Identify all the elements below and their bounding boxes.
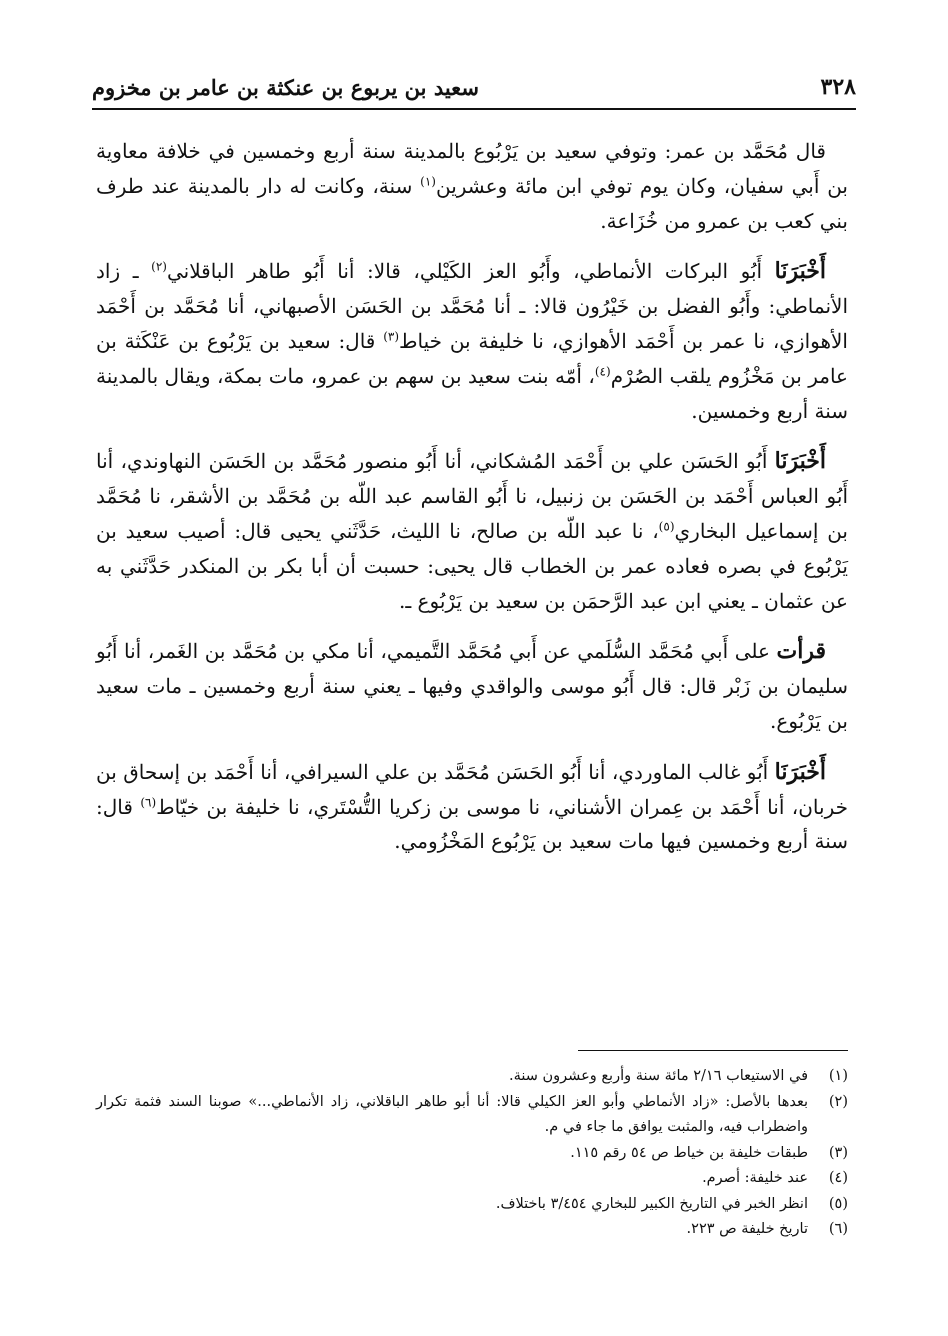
paragraph <box>96 134 848 238</box>
text-segment: قال: سنة أربع وخمسين فيها مات سعيد بن يَرْبُوع المَخْزُومي. <box>96 794 848 854</box>
footnote-separator <box>578 1050 848 1051</box>
page-header <box>92 62 856 100</box>
footnote-marker: (٣) <box>383 329 400 344</box>
text-segment: على أَبي مُحَمَّد السُّلَمي عن أَبي مُحَمَّد التَّميمي، أنا مكي بن مُحَمَّد بن الغَمر، أنا أَبُو سليمان بن زَبْر قال: قال أَبُو موسى والواقدي وفيها ـ يعني سنة أربع وخمسين ـ مات سعيد بن يَرْبُوع. <box>96 639 848 733</box>
footnote-text: في الاستيعاب ٢/١٦ مائة سنة وأربع وعشرون سنة. <box>508 1068 808 1084</box>
footnote-text: طبقات خليفة بن خياط ص ٥٤ رقم ١١٥. <box>570 1144 808 1161</box>
footnote <box>96 1141 848 1167</box>
footnote-number: (٢) <box>828 1093 848 1110</box>
text-segment: قال مُحَمَّد بن عمر: وتوفي سعيد بن يَرْبُوع بالمدينة سنة أربع وخمسين في خلافة معاوية بن أَبي سفيان، وكان يوم توفي ابن مائة وعشرين <box>96 139 848 198</box>
footnote-text: تاريخ خليفة ص ٢٢٣. <box>686 1221 808 1237</box>
paragraph <box>96 755 848 859</box>
footnote-text: انظر الخبر في التاريخ الكبير للبخاري ٣/٤٥٤ باختلاف. <box>495 1195 808 1212</box>
paragraph <box>96 634 848 738</box>
footnote-marker: (٢) <box>151 259 167 274</box>
footnote-text: بعدها بالأصل: «زاد الأنماطي وأبو العز الكيلي قالا: أنا أبو طاهر الباقلاني، زاد الأنماطي...» صوبنا السند فثمة تكرار واضطراب فيه، والمثبت يوافق ما جاء في م. <box>96 1093 808 1135</box>
footnote-number: (٦) <box>828 1221 848 1237</box>
footnote-number: (١) <box>828 1068 848 1084</box>
footnote <box>96 1090 848 1141</box>
footnotes <box>96 1064 848 1243</box>
main-text <box>96 134 848 875</box>
paragraph-keyword: أَخْبَرَنَا <box>774 258 826 285</box>
footnote <box>96 1166 848 1192</box>
text-segment: أَبُو البركات الأنماطي، وأَبُو العز الكَيْلي، قالا: أنا أَبُو طاهر الباقلاني <box>166 259 775 284</box>
running-title: سعيد بن يربوع بن عنكثة بن عامر بن مخزوم <box>92 74 479 100</box>
paragraph <box>96 444 848 618</box>
text-segment: أَبُو الحَسَن علي بن أَحْمَد المُشكاني، أنا أَبُو منصور مُحَمَّد بن الحَسَن النهاوندي، أنا أَبُو العباس أَحْمَد بن الحَسَن بن زنبيل، نا أَبُو القاسم عبد اللّه بن مُحَمَّد بن الأشقر، نا مُحَمَّد بن إسماعيل البخاري <box>96 449 848 543</box>
footnote-text: عند خليفة: أصرم. <box>702 1170 808 1186</box>
footnote <box>96 1192 848 1218</box>
footnote <box>96 1064 848 1090</box>
paragraph <box>96 254 848 428</box>
footnote-number: (٥) <box>828 1195 848 1212</box>
footnote-marker: (٤) <box>594 364 611 379</box>
text-segment: أَبُو غالب الماوردي، أنا أَبُو الحَسَن مُحَمَّد بن علي السيرافي، أنا أَحْمَد بن إسحاق بن خربان، أنا أَحْمَد بن عِمران الأشناني، نا موسى بن زكريا التُّسْتَري، نا خليفة بن خيّاط <box>96 759 848 819</box>
text-segment: ، نا عبد اللّه بن صالح، نا الليث، حَدَّثَني يحيى قال: أصيب سعيد بن يَرْبُوع في بصره فعاده عمر بن الخطاب قال يحيى: حسبت أن أبا بكر بن المنكدر حَدَّثَني به عن عثمان ـ يعني ابن عبد الرَّحمَن بن سعيد بن يَرْبُوع ـ. <box>96 518 848 613</box>
paragraph-keyword: قرأت <box>776 638 826 665</box>
footnote-marker: (٦) <box>140 794 157 809</box>
text-segment: ـ زاد الأنماطي: وأَبُو الفضل بن خَيْرُون قالا: ـ أنا مُحَمَّد بن الحَسَن الأصبهاني، أنا مُحَمَّد بن أَحْمَد الأهوازي، نا عمر بن أَحْمَد الأهوازي، نا خليفة بن خياط <box>96 259 848 353</box>
text-segment: ، أمّه بنت سعيد بن سهم بن عمرو، مات بمكة، ويقال بالمدينة سنة أربع وخمسين. <box>96 363 848 423</box>
footnote-number: (٣) <box>828 1144 848 1161</box>
footnote-number: (٤) <box>828 1170 848 1186</box>
paragraph-keyword: أَخْبَرَنَا <box>774 448 826 475</box>
page-number: ٣٢٨ <box>820 73 856 100</box>
paragraph-keyword: أَخْبَرَنَا <box>774 758 826 785</box>
text-segment: سنة، وكانت له دار بالمدينة عند طرف بني كعب بن عمرو من خُزَاعة. <box>96 173 848 233</box>
header-rule <box>92 108 856 110</box>
text-segment: قال: سعيد بن يَرْبُوع بن عَنْكَثة بن عامر بن مَخْزُوم يلقب الصُرْم <box>96 328 848 388</box>
footnote-marker: (٥) <box>658 519 675 534</box>
footnote-marker: (١) <box>420 174 436 189</box>
footnote <box>96 1217 848 1243</box>
